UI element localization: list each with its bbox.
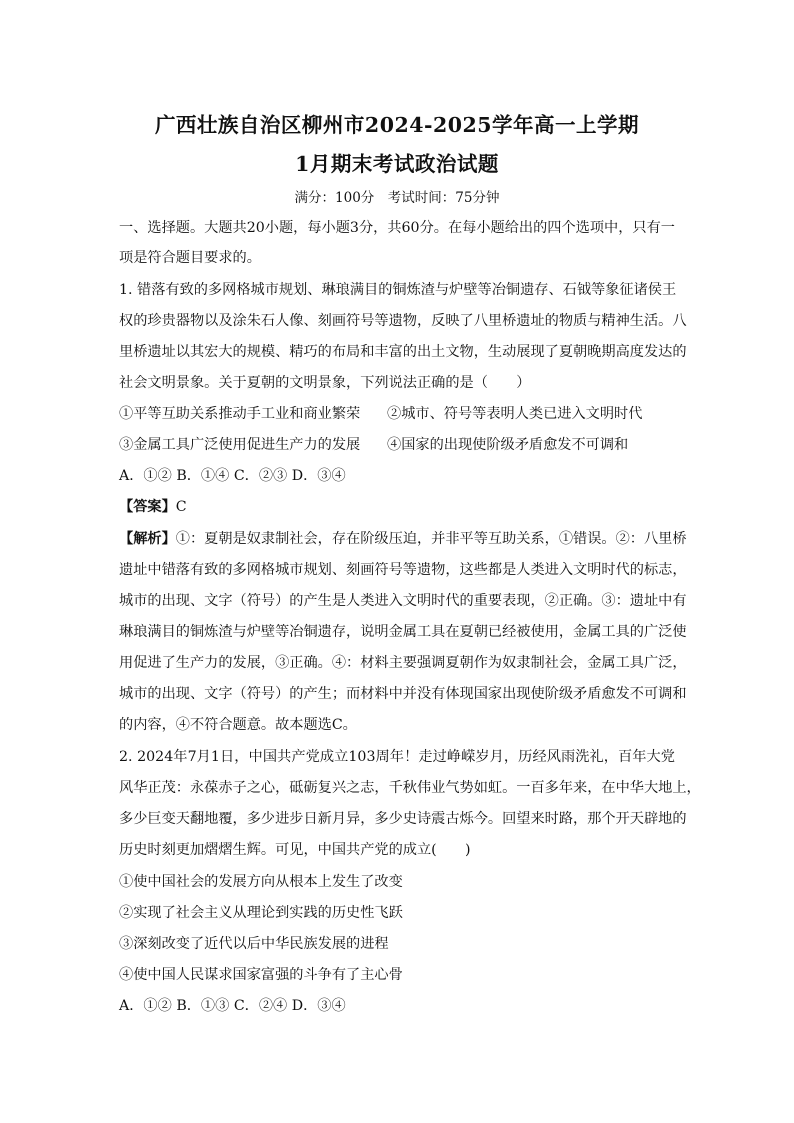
q1-analysis-line3: 城市的出现、文字（符号）的产生是人类进入文明时代的重要表现，②正确。③：遗址中有 [119,593,687,609]
q1-analysis-line6: 城市的出现、文字（符号）的产生；而材料中并没有体现国家出现使阶级矛盾愈发不可调和 [119,686,687,702]
q2-stem-line4: 历史时刻更加熠熠生辉。可见，中国共产党的成立( ) [119,842,471,858]
q2-option-2: ②实现了社会主义从理论到实践的历史性飞跃 [119,905,403,921]
q1-option-4: ④国家的出现使阶级矛盾愈发不可调和 [387,437,629,453]
analysis-text: ①：夏朝是奴隶制社会，存在阶级压迫，并非平等互助关系，①错误。②：八里桥 [175,531,687,547]
q1-choices: A．①② B．①④ C．②③ D．③④ [119,468,346,484]
q2-option-4: ④使中国人民谋求国家富强的斗争有了主心骨 [119,967,403,983]
q1-analysis-line1 [119,529,687,549]
q2-stem-line1: 2. 2024年7月1日，中国共产党成立103周年！走过峥嵘岁月，历经风雨洗礼，百年大党 [119,749,675,765]
q1-answer [119,497,187,517]
q1-analysis-line5: 用促进了生产力的发展，③正确。④：材料主要强调夏朝作为奴隶制社会，金属工具广泛， [119,655,687,671]
q2-option-3: ③深刻改变了近代以后中华民族发展的进程 [119,936,389,952]
q1-analysis-line7: 的内容，④不符合题意。故本题选C。 [119,717,357,733]
q1-stem-line3: 里桥遗址以其宏大的规模、精巧的布局和丰富的出土文物，生动展现了夏朝晚期高度发达的 [119,344,687,360]
q2-stem-line2: 风华正茂：永葆赤子之心，砥砺复兴之志，千秋伟业气势如虹。一百多年来，在中华大地上， [119,780,701,796]
answer-label: 【答案】 [119,499,176,515]
analysis-label: 【解析】 [119,531,176,547]
q2-stem-line3: 多少巨变天翻地覆，多少进步日新月异，多少史诗震古烁今。回望来时路，那个开天辟地的 [119,811,687,827]
q1-analysis-line4: 琳琅满目的铜炼渣与炉壁等冶铜遗存，说明金属工具在夏朝已经被使用，金属工具的广泛使 [119,624,687,640]
exam-title-line2: 1月期末考试政治试题 [295,152,499,176]
score-time-info: 满分：100分 考试时间：75分钟 [294,190,500,206]
section-instruction-line1: 一、选择题。大题共20小题，每小题3分，共60分。在每小题给出的四个选项中，只有一 [119,220,675,236]
q1-stem-line1: 1. 错落有致的多网格城市规划、琳琅满目的铜炼渣与炉壁等冶铜遗存、石钺等象征诸侯王 [119,282,677,298]
q1-analysis-line2: 遗址中错落有致的多网格城市规划、刻画符号等遗物，这些都是人类进入文明时代的标志， [119,562,687,578]
section-instruction-line2: 项是符合题目要求的。 [119,250,261,266]
q1-option-2: ②城市、符号等表明人类已进入文明时代 [387,406,643,422]
answer-value: C [175,499,187,515]
q2-choices: A．①② B．①③ C．②④ D．③④ [119,998,346,1014]
exam-title-line1: 广西壮族自治区柳州市2024-2025学年高一上学期 [154,113,640,137]
q1-stem-line2: 权的珍贵器物以及涂朱石人像、刻画符号等遗物，反映了八里桥遗址的物质与精神生活。八 [119,313,687,329]
q1-options-row2 [119,435,675,455]
q1-stem-line4: 社会文明景象。关于夏朝的文明景象，下列说法正确的是（ ） [119,375,531,391]
q1-options-row1 [119,404,675,424]
q1-option-1: ①平等互助关系推动手工业和商业繁荣 [119,406,361,422]
q2-option-1: ①使中国社会的发展方向从根本上发生了改变 [119,874,403,890]
q1-option-3: ③金属工具广泛使用促进生产力的发展 [119,437,361,453]
